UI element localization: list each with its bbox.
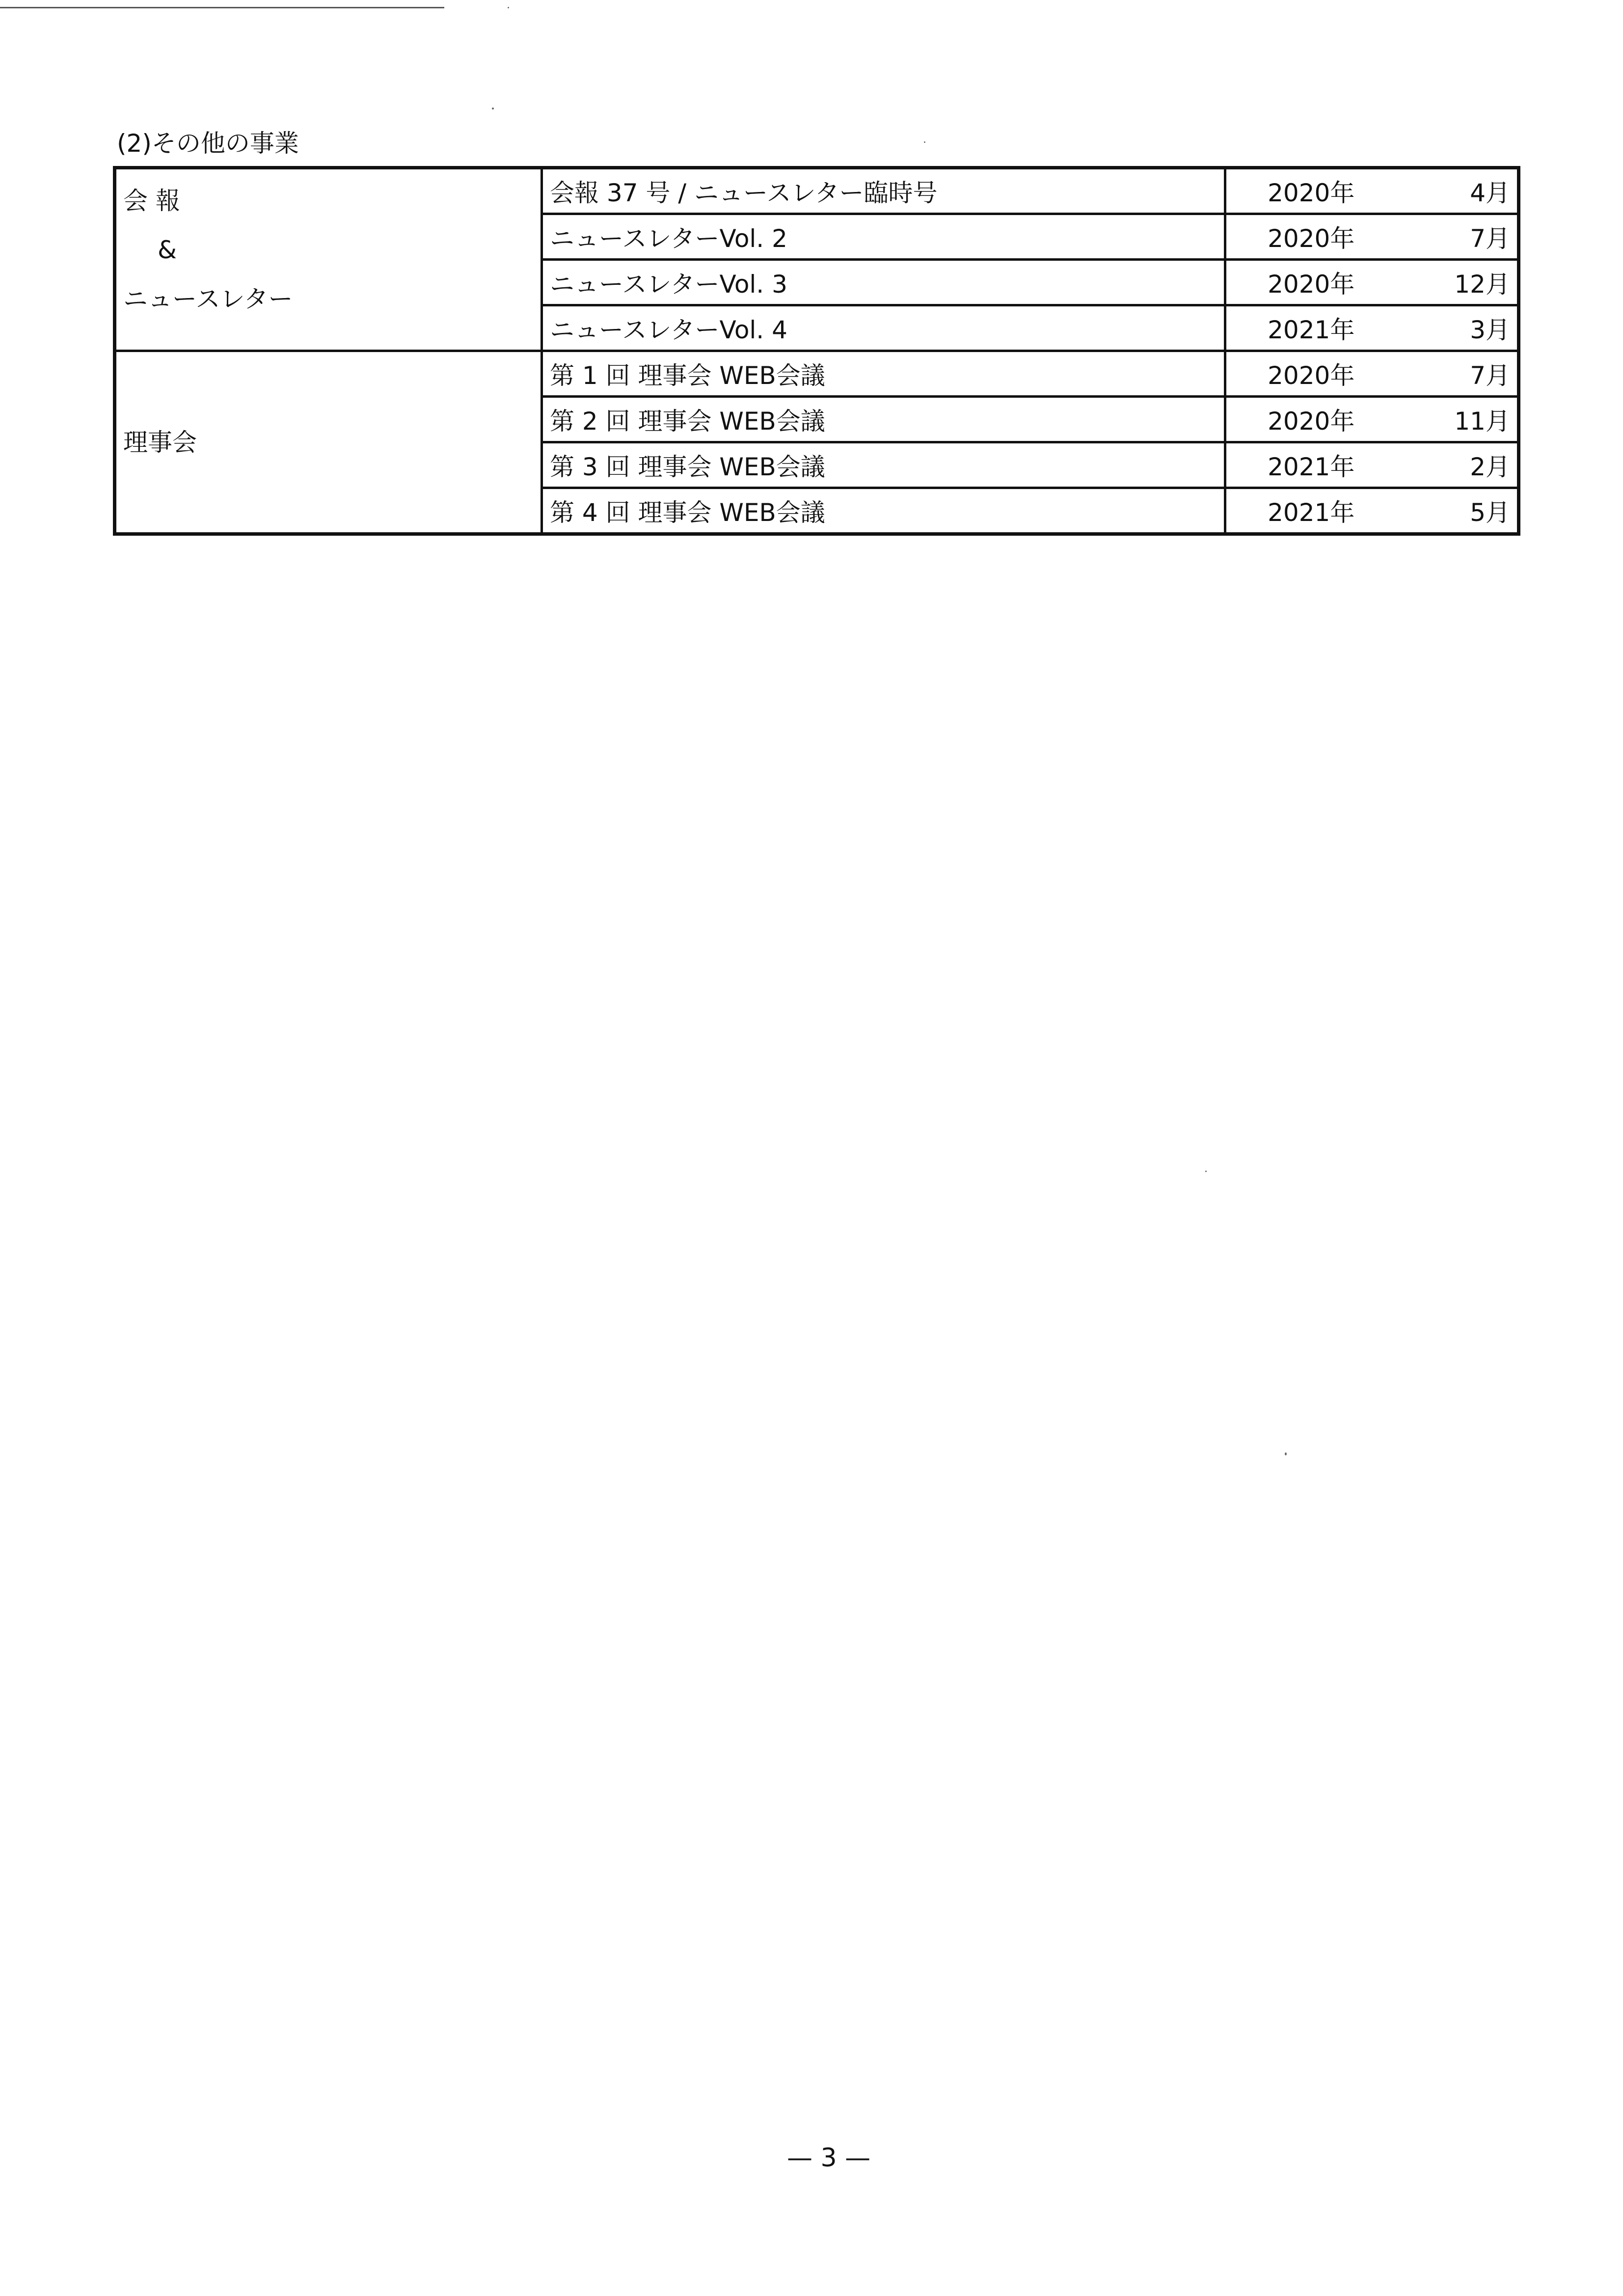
scan-speck: [1285, 1452, 1287, 1455]
category-label: 理事会: [123, 428, 197, 457]
page-number: — 3 —: [787, 2143, 871, 2173]
year-cell: 2020年: [1225, 397, 1396, 442]
month-cell: 3月: [1396, 305, 1519, 351]
month-cell: 7月: [1396, 214, 1519, 260]
section-heading: (2)その他の事業: [117, 129, 299, 158]
item-cell: ニュースレターVol. 3: [542, 260, 1225, 305]
item-cell: 第 3 回 理事会 WEB会議: [542, 442, 1225, 488]
year-cell: 2021年: [1225, 305, 1396, 351]
month-cell: 4月: [1396, 168, 1519, 214]
item-cell: ニュースレターVol. 4: [542, 305, 1225, 351]
item-cell: 会報 37 号 / ニュースレター臨時号: [542, 168, 1225, 214]
item-cell: 第 4 回 理事会 WEB会議: [542, 488, 1225, 534]
scan-speck: [924, 141, 925, 143]
scan-speck: [508, 7, 509, 8]
category-cell-newsletter: [115, 168, 542, 351]
item-cell: ニュースレターVol. 2: [542, 214, 1225, 260]
item-cell: 第 1 回 理事会 WEB会議: [542, 351, 1225, 397]
year-cell: 2020年: [1225, 214, 1396, 260]
year-cell: 2021年: [1225, 442, 1396, 488]
month-cell: 11月: [1396, 397, 1519, 442]
year-cell: 2020年: [1225, 260, 1396, 305]
item-cell: 第 2 回 理事会 WEB会議: [542, 397, 1225, 442]
table-row: [115, 351, 1519, 397]
category-label: &: [158, 236, 177, 264]
year-cell: 2020年: [1225, 351, 1396, 397]
month-cell: 5月: [1396, 488, 1519, 534]
events-table: [113, 166, 1520, 536]
scan-speck: [492, 108, 494, 109]
scan-speck: [1205, 1171, 1207, 1172]
year-cell: 2021年: [1225, 488, 1396, 534]
month-cell: 7月: [1396, 351, 1519, 397]
category-label: ニュースレター: [123, 285, 293, 313]
month-cell: 2月: [1396, 442, 1519, 488]
category-cell-board: [115, 351, 542, 534]
table-row: [115, 168, 1519, 214]
year-cell: 2020年: [1225, 168, 1396, 214]
category-label: 会 報: [123, 187, 180, 215]
top-rule: [0, 7, 444, 8]
month-cell: 12月: [1396, 260, 1519, 305]
